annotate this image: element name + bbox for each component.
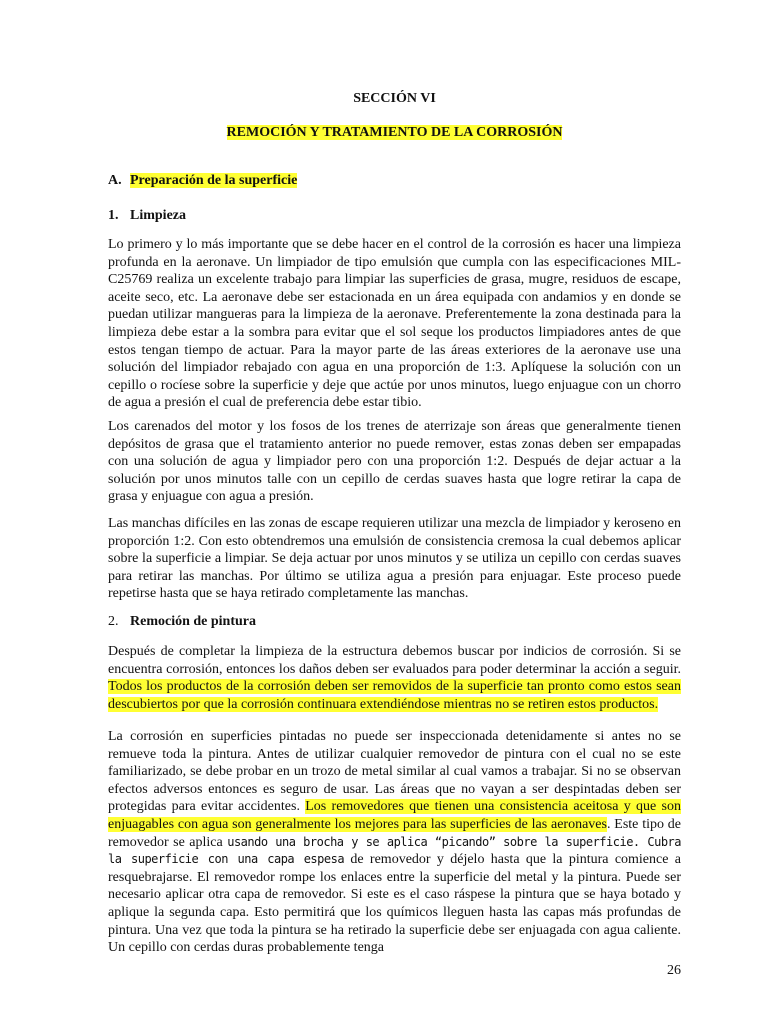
paragraph-remocion-2-mono-text: usando una brocha y se aplica “picando” sobre la superficie. Cubra la superficie con una capa espesa <box>108 834 681 867</box>
paragraph-remocion-2-text-c: de removedor y déjelo hasta que la pintura comience a resquebrajarse. El removedor rompe los enlaces entre la superficie del metal y la pintura. Puede ser necesario aplicar otra capa de removedor. Si este es el caso ráspese la pintura que se haya botado y aplique la segunda capa. Esto permitirá que los químicos lleguen hasta las capas más profundas de pintura. Una vez que toda la pintura se ha retirado la superficie debe ser enjuagada con agua caliente. Un cepillo con cerdas duras probablemente tenga <box>108 852 681 956</box>
heading-part-a-title: Preparación de la superficie <box>130 173 298 188</box>
paragraph-limpieza-2: Los carenados del motor y los fosos de los trenes de aterrizaje son áreas que generalmente tienen depósitos de grasa que el tratamiento anterior no puede remover, estas zonas deben ser empapadas con una solución de agua y limpiador pero con una proporción 1:2. Después de dejar actuar a la solución por unos minutos talle con un cepillo de cerdas suaves hasta que logre retirar la capa de grasa y enjuague con agua a presión. <box>108 419 681 505</box>
paragraph-remocion-2-text-a: La corrosión en superficies pintadas no puede ser inspeccionada detenidamente si antes no se remueve toda la pintura. Antes de utilizar cualquier removedor de pintura con el cual no se este familiarizado, se debe probar en un trozo de metal similar al cual vamos a trabajar. Si no se observan efectos adversos entonces es seguro de usar. Las áreas que no vayan a ser despintadas deben ser protegidas para evitar accidentes. <box>108 729 681 815</box>
paragraph-limpieza-3: Las manchas difíciles en las zonas de escape requieren utilizar una mezcla de limpiador y keroseno en proporción 1:2. Con esto obtendremos una emulsión de consistencia cremosa la cual debemos aplicar sobre la superficie a limpiar. Se deja actuar por unos minutos y se utiliza un cepillo con cerdas suaves para retirar las manchas. Por último se utiliza agua a presión para enjuagar. Este proceso puede repetirse hasta que se haya retirado completamente las manchas. <box>108 516 681 602</box>
paragraph-remocion-1 <box>108 643 681 713</box>
heading-part-a-letter: A. <box>108 173 122 188</box>
section-subtitle-text: REMOCIÓN Y TRATAMIENTO DE LA CORROSIÓN <box>226 125 563 140</box>
section-title-text: SECCIÓN VI <box>353 91 436 106</box>
paragraph-remocion-1-text: Después de completar la limpieza de la estructura debemos buscar por indicios de corrosión. Si se encuentra corrosión, entonces los daños deben ser evaluados para poder determinar la acción a seguir. <box>108 644 681 677</box>
paragraph-limpieza-1: Lo primero y lo más importante que se debe hacer en el control de la corrosión es hacer una limpieza profunda en la aeronave. Un limpiador de tipo emulsión que cumpla con las especificaciones MIL-C25769 realiza un excelente trabajo para limpiar las superficies de grasa, mugre, residuos de escape, aceite seco, etc. La aeronave debe ser estacionada en un área equipada con andamios y en donde se puedan utilizar mangueras para la limpieza de la aeronave. Preferentemente la zona destinada para la limpieza debe estar a la sombra para evitar que el sol seque los productos limpiadores antes de que estos tengan tiempo de actuar. Para la mayor parte de las áreas exteriores de la aeronave use una solución del limpiador rebajado con agua en una proporción de 1:3. Aplíquese la solución con un cepillo o rocíese sobre la superficie y deje que actúe por unos minutos, luego enjuague con un chorro de agua a presión el cual de preferencia debe estar tibio. <box>108 237 681 411</box>
paragraph-remocion-2-text-b: . Este tipo de removedor se aplica <box>108 816 681 850</box>
heading-remocion-pintura <box>108 613 256 631</box>
paragraph-remocion-2 <box>108 728 681 957</box>
heading-limpieza-title: Limpieza <box>130 208 186 223</box>
page-number: 26 <box>667 963 681 978</box>
section-title <box>108 90 681 108</box>
heading-part-a <box>108 172 297 190</box>
heading-limpieza <box>108 207 186 225</box>
section-subtitle <box>108 124 681 142</box>
highlighted-text: Los removedores que tienen una consistencia aceitosa y que son enjuagables con agua son generalmente los mejores para las superficies de las aeronaves <box>108 799 681 832</box>
document-page <box>108 0 681 1024</box>
heading-limpieza-number: 1. <box>108 208 119 223</box>
highlighted-text: Todos los productos de la corrosión deben ser removidos de la superficie tan pronto como estos sean descubiertos por que la corrosión continuara extendiéndose mientras no se retiren estos productos. <box>108 679 681 712</box>
heading-remocion-title: Remoción de pintura <box>130 614 256 629</box>
heading-remocion-number: 2. <box>108 614 119 629</box>
